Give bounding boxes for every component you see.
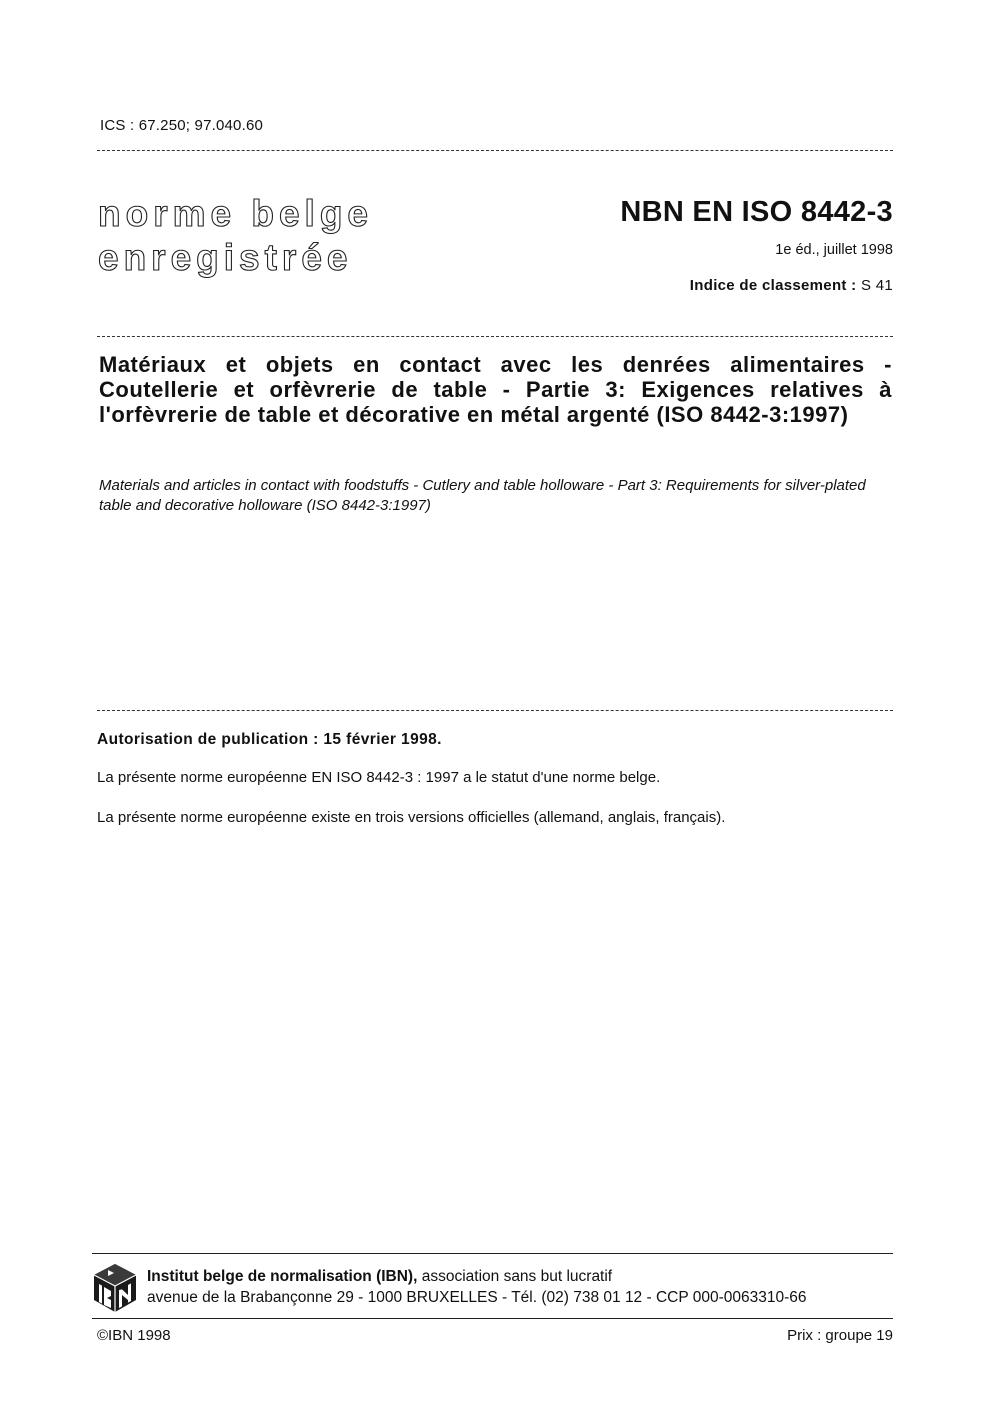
title-divider [97,336,893,337]
header-divider [97,150,893,151]
classement-label: Indice de classement : [689,277,857,294]
classement-value: S 41 [860,277,893,294]
institute-address: avenue de la Brabançonne 29 - 1000 BRUXELLES - Tél. (02) 738 01 12 - CCP 000-0063310-66 [147,1289,807,1306]
english-title: Materials and articles in contact with foodstuffs - Cutlery and table holloware - Part 3: Requirements for silver-plated table and decorative holloware (ISO 8442-3:1997) [99,477,866,514]
status-paragraph: La présente norme européenne EN ISO 8442-3 : 1997 a le statut d'une norme belge. [97,769,661,786]
standard-number: NBN EN ISO 8442-3 [620,196,893,228]
edition-date: 1e éd., juillet 1998 [775,242,893,258]
footer-bottom-divider [92,1318,893,1319]
ibn-cube-logo-icon [92,1262,138,1314]
footer-top-divider [92,1253,893,1254]
price-group: Prix : groupe 19 [787,1327,893,1344]
copyright: ©IBN 1998 [97,1327,171,1344]
french-title: Matériaux et objets en contact avec les denrées alimentaires - Coutellerie et orfèvrerie de table - Partie 3: Exigences relatives à l'orfèvrerie de table et décorative en métal argenté (ISO 8442-3:1997) [99,352,892,427]
ics-code: ICS : 67.250; 97.040.60 [100,117,264,134]
classement-index [690,277,893,294]
brand-line-2: enregistrée [98,237,353,278]
publication-authorization: Autorisation de publication : 15 février 1998. [97,731,442,748]
brand-line-1: norme belge [98,193,373,234]
institute-name [147,1268,612,1286]
institute-description: association sans but lucratif [417,1268,613,1285]
institute-org-name: Institut belge de normalisation (IBN), [147,1268,418,1285]
versions-paragraph: La présente norme européenne existe en trois versions officielles (allemand, anglais, français). [97,809,726,826]
body-divider [97,710,893,711]
